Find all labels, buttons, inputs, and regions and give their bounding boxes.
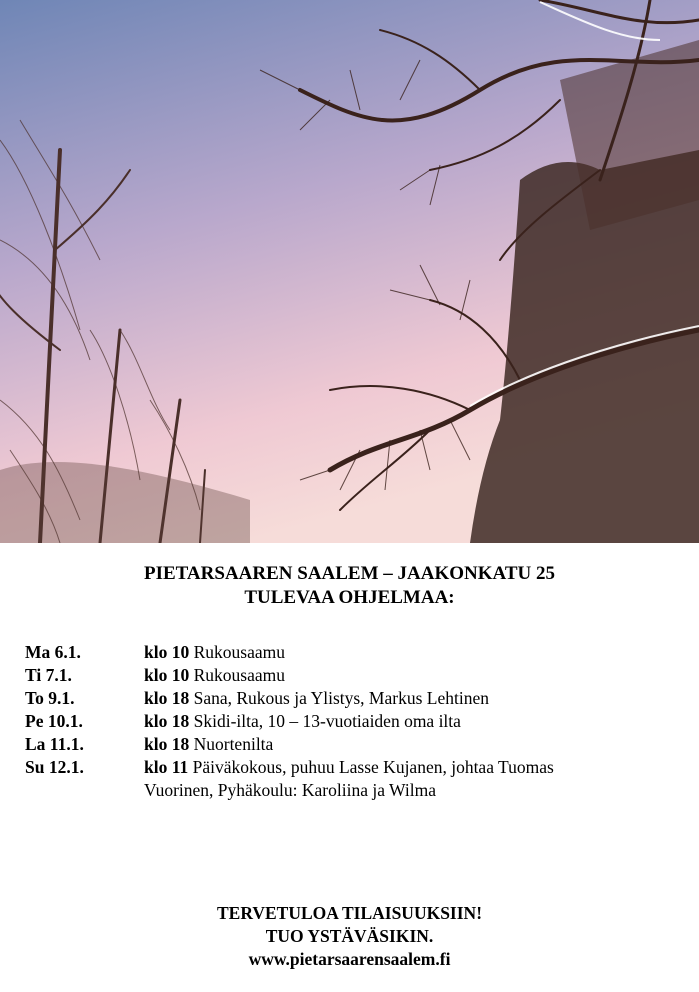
schedule-row [25,710,675,733]
schedule-event: Nuortenilta [193,734,274,754]
schedule-day: Ti 7.1. [25,665,72,685]
schedule-row [25,664,675,687]
schedule-row [25,641,675,664]
schedule-row [25,687,675,710]
schedule-day-spacer [25,779,144,802]
program-heading: TULEVAA OHJELMAA: [244,587,455,608]
schedule-day: Ma 6.1. [25,642,81,662]
schedule-row [25,733,675,756]
schedule-time: klo 18 [144,688,190,708]
schedule-description [144,641,675,664]
schedule-event-continuation: Vuorinen, Pyhäkoulu: Karoliina ja Wilma [144,780,436,800]
schedule-time: klo 10 [144,665,190,685]
schedule-time: klo 10 [144,642,190,662]
schedule-day: Su 12.1. [25,757,84,777]
schedule-day: To 9.1. [25,688,75,708]
schedule-time: klo 18 [144,711,190,731]
schedule-description [144,733,675,756]
schedule-time: klo 11 [144,757,189,777]
church-address-title: PIETARSAAREN SAALEM – JAAKONKATU 25 [144,563,555,584]
schedule-event: Rukousaamu [193,665,285,685]
schedule-row [25,756,675,779]
website-link[interactable]: www.pietarsaarensaalem.fi [248,949,451,969]
schedule-day: Pe 10.1. [25,711,83,731]
schedule-row-continuation [25,779,675,802]
bring-friends-text: TUO YSTÄVÄSIKIN. [265,926,434,946]
schedule-event: Skidi-ilta, 10 – 13-vuotiaiden oma ilta [193,711,461,731]
schedule-description [144,687,675,710]
title-block [0,562,699,610]
schedule-day: La 11.1. [25,734,84,754]
schedule-event: Sana, Rukous ja Ylistys, Markus Lehtinen [193,688,489,708]
schedule-description [144,710,675,733]
schedule-description [144,664,675,687]
schedule-list [25,641,675,802]
schedule-time: klo 18 [144,734,190,754]
schedule-event: Päiväkokous, puhuu Lasse Kujanen, johtaa Tuomas [192,757,554,777]
schedule-event: Rukousaamu [193,642,285,662]
schedule-description [144,756,675,779]
footer [0,902,699,971]
welcome-text: TERVETULOA TILAISUUKSIIN! [216,903,483,923]
